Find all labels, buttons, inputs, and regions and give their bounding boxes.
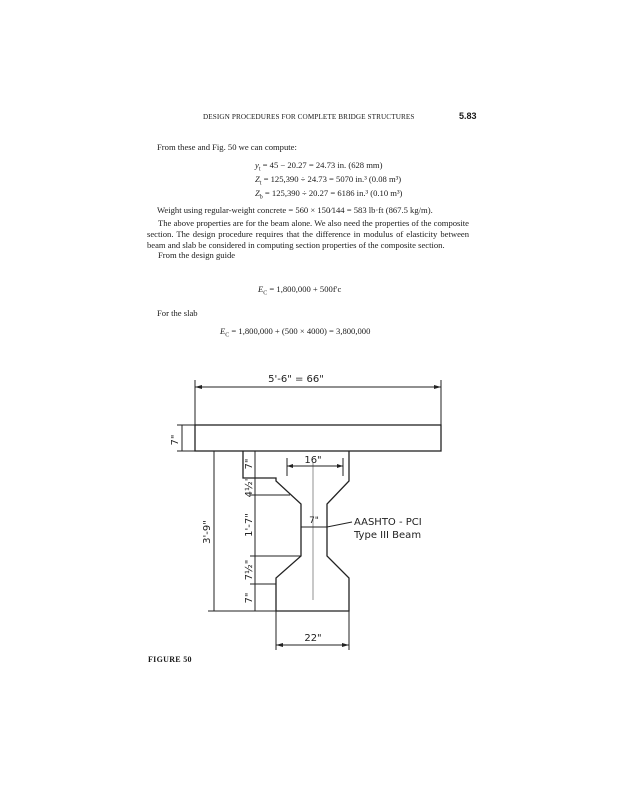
slab-depth-label: 7" — [170, 434, 181, 446]
top-flange-label: 16" — [304, 455, 322, 466]
beam-name-line2: Type III Beam — [354, 530, 422, 541]
body-paragraph-text: The above properties are for the beam alone. We also need the properties of the composite section. The design procedure requires that the difference in modulus of elasticity between beam and slab be considered in computing section properties of the composite section. — [147, 218, 469, 250]
ec-slab-formula: $E_C = 1,800,000 + (500 \times 4000) = 3,800,000$ — [220, 326, 371, 339]
running-header: DESIGN PROCEDURES FOR COMPLETE BRIDGE STRUCTURES — [203, 113, 415, 121]
design-guide-label: From the design guide — [158, 250, 236, 261]
equation-zt-rhs: = 125,390 ÷ 24.73 = 5070 in.³ (0.08 m³) — [261, 174, 402, 184]
seg-7b-label: 7" — [244, 592, 255, 604]
weight-line: Weight using regular-weight concrete = 560 × 150⁄144 = 583 lb·ft (867.5 kg/m). — [157, 205, 433, 215]
aashto-beam-outline — [243, 451, 349, 611]
page-number: 5.83 — [459, 111, 477, 121]
seg-7a-label: 7" — [244, 458, 255, 470]
slab-label: For the slab — [157, 308, 198, 318]
ec-formula: $E_C = 1,800,000 + 500f'c$ — [258, 284, 342, 297]
beam-leader-line — [327, 522, 352, 527]
top-width-label: 5'-6" = 66" — [268, 374, 324, 385]
figure-caption: FIGURE 50 — [148, 655, 192, 664]
equation-zb: $Z_b = 125,390 \div 20.27 = 6186$ in.³ (0.10 m³) — [255, 188, 403, 201]
equation-zt: $Z_t = 125,390 \div 24.73 = 5070$ in.³ (0.08 m³) — [255, 174, 402, 187]
ec-formula-rhs: = 1,800,000 + 500f′c — [267, 284, 342, 294]
equation-yt-rhs: = 45 − 20.27 = 24.73 in. (628 mm) — [260, 160, 383, 170]
seg-7half-label: 7½" — [244, 559, 255, 581]
total-depth-label: 3'-9" — [202, 520, 213, 544]
deck-slab — [195, 425, 441, 451]
intro-text: From these and Fig. 50 we can compute: — [157, 142, 297, 152]
seg-1-7-label: 1'-7" — [244, 513, 255, 537]
web-width-label: 7" — [309, 516, 319, 526]
equation-zb-rhs: = 125,390 ÷ 20.27 = 6186 in.³ (0.10 m³) — [262, 188, 403, 198]
equation-yt: $y_t = 45 - 20.27 = 24.73$ in. (628 mm) — [255, 160, 383, 173]
bottom-width-label: 22" — [304, 633, 322, 644]
beam-name-line1: AASHTO - PCI — [354, 517, 422, 528]
seg-4half-label: 4½" — [244, 476, 255, 498]
ec-slab-rhs: = 1,800,000 + (500 × 4000) = 3,800,000 — [229, 326, 371, 336]
